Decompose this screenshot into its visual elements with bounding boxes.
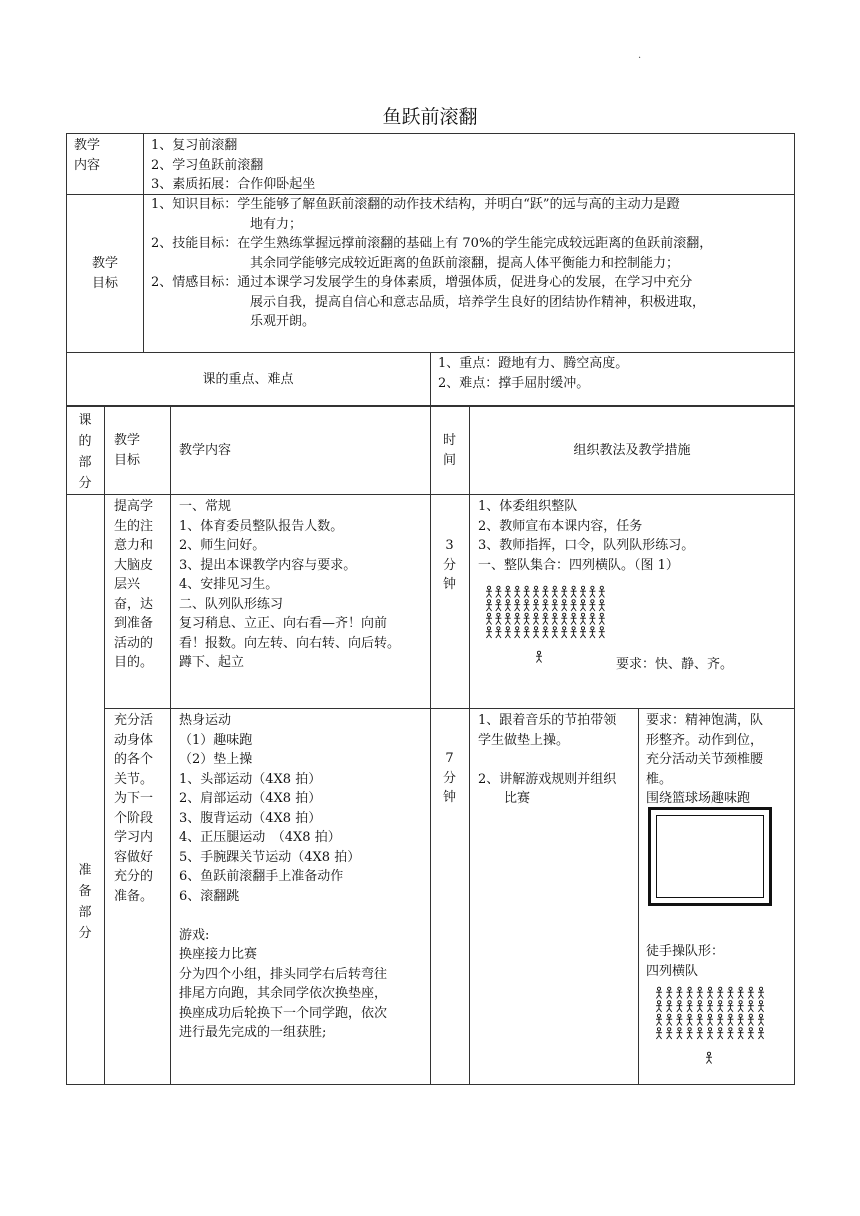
student-figure: [552, 627, 558, 638]
student-figure: [758, 1014, 764, 1025]
student-figure: [533, 600, 539, 611]
key-points-label: 课的重点、难点: [202, 372, 294, 387]
student-figure: [571, 586, 577, 597]
teacher-stick-figure: [706, 1052, 712, 1063]
method-line: 1、跟着音乐的节拍带领: [478, 713, 617, 728]
content-line: 分为四个小组，排头同学右后转弯往: [179, 966, 388, 982]
list-item: 3、素质拓展：合作仰卧起坐: [151, 177, 316, 192]
student-figure: [589, 600, 595, 611]
goal-line: 生的注: [114, 518, 154, 534]
student-figure: [524, 627, 530, 638]
student-figure: [589, 613, 595, 624]
goal-line: 个阶段: [114, 810, 154, 826]
student-figure: [727, 1028, 733, 1039]
student-figure: [727, 1014, 733, 1025]
section2-content: [179, 711, 387, 1043]
method-line: 一、整队集合：四列横队。（图 1）: [478, 557, 679, 573]
formation-label-line: 四列横队: [646, 963, 699, 979]
student-figure: [748, 1014, 754, 1025]
student-figure: [738, 1028, 744, 1039]
content-line: 游戏:: [179, 927, 210, 943]
teaching-goals-list: 1、知识目标：学生能够了解鱼跃前滚翻的动作技术结构，并明白“跃”的远与高的主动力是蹬 地有力； 2、技能目标：在学生熟练掌握远撑前滚翻的基础上有 70%的学生能完成较远距离的鱼跃前滚翻， 其余同学能够完成较近距离的鱼跃前滚翻，提高人体平衡能力和控制能力； 2、情感目标：通过本课学习发展学生的身体素质，增强体质，促进身心的发展，在学习中充分 展示自我，提高自信心和意志品质，培养学生良好的团结协作精神，积极进取， 乐观开朗。: [151, 197, 713, 329]
student-figure: [758, 987, 764, 998]
emotion-goal: 2、情感目标：通过本课学习发展学生的身体素质，增强体质，促进身心的发展，在学习中充分: [151, 275, 693, 290]
teaching-goals-label: 教学 目标: [91, 256, 118, 291]
student-figure: [589, 627, 595, 638]
content-line: 排尾方向跑，其余同学依次换垫座，: [179, 986, 388, 1001]
student-figure: [727, 987, 733, 998]
student-figure: [666, 987, 672, 998]
student-figure: [552, 613, 558, 624]
content-line: 1、体育委员整队报告人数。: [179, 518, 344, 534]
col-line-2: [170, 406, 171, 1085]
part-char: 部: [78, 905, 92, 920]
method-line: 3、教师指挥，口令，队列队形练习。: [478, 538, 695, 553]
method-line: 椎。: [646, 771, 673, 787]
student-figure: [707, 1028, 713, 1039]
student-figure: [571, 600, 577, 611]
list-item: 2、学习鱼跃前滚翻: [151, 157, 264, 173]
goal-line: 动身体: [114, 732, 154, 748]
student-figure: [687, 1014, 693, 1025]
student-figure: [717, 1014, 723, 1025]
part-char: 备: [78, 884, 92, 899]
student-figure: [666, 1028, 672, 1039]
time-line: 钟: [442, 577, 456, 592]
goal-line: 充分活: [114, 713, 154, 728]
goal-line: 准备。: [114, 888, 154, 904]
student-figure: [580, 613, 586, 624]
student-figure: [533, 627, 539, 638]
student-figure: [571, 627, 577, 638]
content-line: 6、鱼跃前滚翻手上准备动作: [179, 869, 344, 884]
student-figure: [676, 1028, 682, 1039]
col-header-time: 时 间: [442, 433, 456, 468]
content-line: 复习稍息、立正、向右看—齐！向前: [179, 616, 388, 631]
student-figure: [748, 987, 754, 998]
student-figure: [599, 600, 605, 611]
student-figure: [697, 1028, 703, 1039]
goal-line: 意力和: [114, 538, 154, 553]
col-header-goal: 教学 目标: [114, 433, 141, 468]
goal-line: 容做好: [114, 849, 154, 865]
student-figure: [580, 627, 586, 638]
student-figure: [486, 586, 492, 597]
method-line: 围绕篮球场趣味跑: [646, 791, 751, 806]
student-figure: [738, 1001, 744, 1012]
content-line: 3、腹背运动（4X8 拍）: [179, 810, 322, 826]
content-line: 热身运动: [179, 713, 232, 728]
teaching-content-list: [151, 136, 315, 195]
section2-time: [430, 749, 469, 808]
col-header-content: 教学内容: [179, 443, 232, 458]
student-figure: [717, 987, 723, 998]
student-figure: [738, 987, 744, 998]
section1-formation-figure: [484, 585, 612, 645]
goal-line: 到准备: [114, 616, 154, 631]
student-figure: [589, 586, 595, 597]
section2-formation-figure: [654, 986, 772, 1046]
section1-goal: [114, 497, 153, 673]
method-line: 比赛: [504, 791, 531, 806]
content-line: 换座接力比赛: [179, 947, 258, 962]
student-figure: [687, 1028, 693, 1039]
student-figure: [571, 613, 577, 624]
student-figure: [486, 613, 492, 624]
content-line: （1）趣味跑: [179, 732, 253, 748]
student-figure: [505, 600, 511, 611]
goal-line: 充分的: [114, 869, 154, 884]
section2-formation-label: [646, 942, 724, 981]
student-figure: [717, 1001, 723, 1012]
difficulty: 2、难点：撑手屈肘缓冲。: [438, 375, 590, 391]
content-line: 4、安排见习生。: [179, 577, 279, 592]
method-line: 形整齐。动作到位，: [646, 732, 764, 748]
student-figure: [717, 1028, 723, 1039]
formation-label-line: 徒手操队形：: [646, 944, 725, 959]
section2-part-label: [76, 860, 94, 944]
student-figure: [697, 1001, 703, 1012]
col-line-3: [430, 406, 431, 1085]
content-line: 二、队列队形练习: [179, 596, 284, 612]
time-line: 3: [445, 538, 454, 553]
method-line: 2、教师宣布本课内容，任务: [478, 518, 643, 534]
student-figure: [495, 613, 501, 624]
student-figure: [707, 987, 713, 998]
student-figure: [707, 1001, 713, 1012]
method-line: 学生做垫上操。: [478, 732, 570, 748]
student-figure: [738, 1014, 744, 1025]
student-figure: [599, 586, 605, 597]
section1-requirement: 要求：快、静、齐。: [616, 657, 734, 672]
list-item: 1、复习前滚翻: [151, 138, 238, 153]
student-figure: [533, 586, 539, 597]
student-figure: [656, 1014, 662, 1025]
student-figure: [697, 1014, 703, 1025]
student-figure: [495, 586, 501, 597]
section1-time: [430, 536, 469, 595]
student-figure: [599, 627, 605, 638]
method-line: 2、讲解游戏规则并组织: [478, 771, 617, 787]
method-line: 1、体委组织整队: [478, 499, 578, 514]
student-figure: [514, 613, 520, 624]
student-figure: [486, 627, 492, 638]
student-figure: [486, 600, 492, 611]
content-line: [179, 906, 387, 926]
student-figure: [697, 987, 703, 998]
student-figure: [505, 613, 511, 624]
keypoint-divider: [430, 352, 431, 406]
student-figure: [599, 613, 605, 624]
key-points-list: [438, 354, 628, 393]
student-figure: [514, 600, 520, 611]
section1-method: [478, 497, 694, 575]
section1-content: [179, 497, 400, 673]
content-line: 5、手腕踝关节运动（4X8 拍）: [179, 849, 361, 865]
student-figure: [561, 600, 567, 611]
teaching-content-label: 教学 内容: [74, 138, 101, 173]
content-line: 6、滚翻跳: [179, 888, 240, 904]
student-figure: [561, 586, 567, 597]
student-figure: [561, 627, 567, 638]
goal-line: 的各个: [114, 752, 154, 767]
student-figure: [561, 613, 567, 624]
basketball-court-figure: [648, 807, 772, 906]
student-figure: [505, 586, 511, 597]
col-line-4: [469, 406, 470, 1085]
student-figure: [758, 1028, 764, 1039]
page-title: 鱼跃前滚翻: [382, 106, 478, 128]
student-figure: [552, 586, 558, 597]
student-figure: [542, 627, 548, 638]
section2-method-right: [646, 711, 763, 809]
content-line: 2、师生问好。: [179, 538, 266, 553]
section2-method-left: [478, 711, 616, 809]
content-line: 1、头部运动（4X8 拍）: [179, 771, 322, 787]
student-figure: [514, 586, 520, 597]
student-figure: [580, 586, 586, 597]
student-figure: [524, 600, 530, 611]
student-figure: [666, 1014, 672, 1025]
student-figure: [748, 1028, 754, 1039]
content-line: 换座成功后轮换下一个同学跑，依次: [179, 1005, 388, 1021]
col-header-part: 课的部分: [78, 413, 92, 491]
skill-goal: 2、技能目标：在学生熟练掌握远撑前滚翻的基础上有 70%的学生能完成较远距离的鱼跃前滚翻，: [151, 236, 713, 251]
content-line: 一、常规: [179, 499, 232, 514]
part-char: 分: [78, 926, 92, 941]
goal-line: 学习内: [114, 830, 154, 845]
student-figure: [748, 1001, 754, 1012]
time-line: 分: [442, 770, 456, 786]
student-figure: [727, 1001, 733, 1012]
col-line-1: [104, 406, 105, 1085]
student-figure: [758, 1001, 764, 1012]
student-figure: [524, 586, 530, 597]
student-figure: [542, 613, 548, 624]
court-inner-line: [656, 815, 764, 898]
goal-line: 层兴: [114, 577, 141, 592]
time-line: 分: [442, 557, 456, 573]
teacher-figure: [532, 648, 546, 666]
student-figure: [687, 987, 693, 998]
goal-line: 目的。: [114, 655, 154, 670]
header-row-line: [66, 494, 795, 495]
goal-line: 活动的: [114, 635, 154, 651]
content-line: 蹲下、起立: [179, 655, 245, 670]
student-figure: [666, 1001, 672, 1012]
content-line: 3、提出本课教学内容与要求。: [179, 557, 357, 573]
student-figure: [676, 987, 682, 998]
student-figure: [514, 627, 520, 638]
student-figure: [552, 600, 558, 611]
col-line-method-split: [638, 708, 639, 1085]
student-figure: [656, 1028, 662, 1039]
method-line: 要求：精神饱满，队: [646, 713, 764, 728]
student-figure: [676, 1001, 682, 1012]
goal-line: 提高学: [114, 499, 154, 514]
student-figure: [656, 987, 662, 998]
key-point: 1、重点：蹬地有力、腾空高度。: [438, 356, 629, 371]
goal-line: 关节。: [114, 771, 154, 787]
content-line: 看！报数。向左转、向右转、向后转。: [179, 635, 401, 651]
teacher-stick-figure: [536, 651, 542, 662]
upper-table-divider: [143, 133, 144, 352]
student-figure: [542, 600, 548, 611]
section-row-line: [104, 708, 795, 709]
student-figure: [524, 613, 530, 624]
student-figure: [656, 1001, 662, 1012]
student-figure: [542, 586, 548, 597]
header-mark: ·: [638, 53, 642, 64]
time-line: 7: [445, 751, 454, 766]
student-figure: [505, 627, 511, 638]
goal-line: 为下一: [114, 791, 154, 806]
student-figure: [707, 1014, 713, 1025]
student-figure: [580, 600, 586, 611]
method-line: 充分活动关节颈椎腰: [646, 752, 764, 767]
col-header-method: 组织教法及教学措施: [573, 443, 691, 458]
student-figure: [533, 613, 539, 624]
content-line: 2、肩部运动（4X8 拍）: [179, 791, 322, 806]
teacher-figure: [702, 1049, 716, 1067]
goal-line: 大脑皮: [114, 557, 154, 573]
student-figure: [495, 600, 501, 611]
content-line: （2）垫上操: [179, 752, 253, 767]
student-figure: [495, 627, 501, 638]
time-line: 钟: [442, 790, 456, 805]
knowledge-goal: 1、知识目标：学生能够了解鱼跃前滚翻的动作技术结构，并明白“跃”的远与高的主动力是蹬: [151, 197, 680, 212]
goal-line: 奋，达: [114, 596, 154, 612]
content-line: 4、正压腿运动 （4X8 拍）: [179, 830, 341, 845]
part-char: 准: [78, 863, 92, 878]
method-line: [478, 750, 616, 770]
content-line: 进行最先完成的一组获胜;: [179, 1025, 327, 1040]
student-figure: [676, 1014, 682, 1025]
student-figure: [687, 1001, 693, 1012]
section2-goal: [114, 711, 153, 906]
